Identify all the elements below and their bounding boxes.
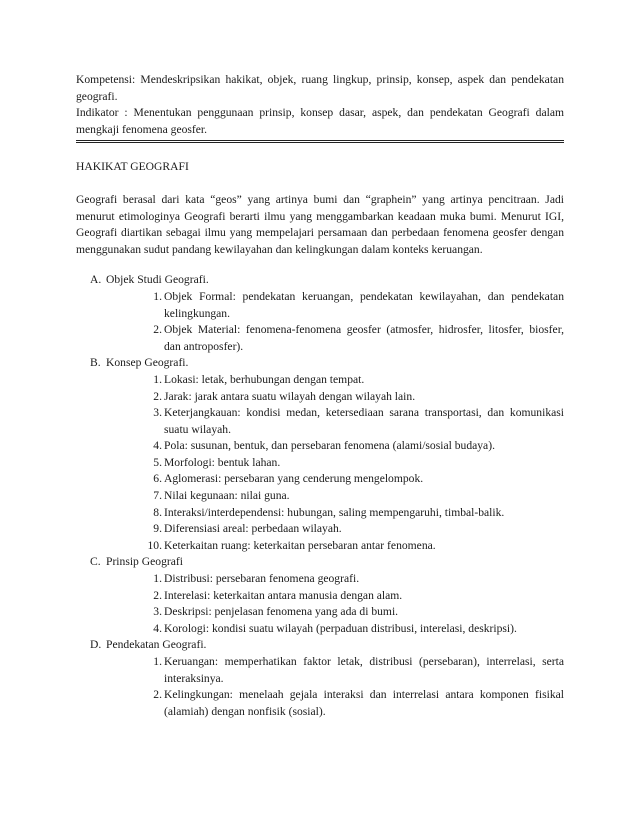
- sub-item: [148, 588, 564, 605]
- section-label: C.: [90, 555, 101, 569]
- sub-item-number: 7.: [153, 489, 162, 503]
- intro-paragraph: Geografi berasal dari kata “geos” yang artinya bumi dan “graphein” yang artinya pencitraan. Jadi menurut etimologinya Geografi berarti ilmu yang menggambarkan keadaan muka bumi. Menurut IGI, Geografi diartikan sebagai ilmu yang mempelajari persamaan dan perbedaan fenomena geosfer dengan menggunakan sudut pandang kewilayahan dan kelingkungan dalam konteks keruangan.: [76, 192, 564, 256]
- document-body: [76, 72, 564, 720]
- kompetensi-text: Kompetensi: Mendeskripsikan hakikat, objek, ruang lingkup, prinsip, konsep, aspek dan pendekatan geografi.: [76, 73, 564, 103]
- indikator-text: Indikator : Menentukan penggunaan prinsip, konsep dasar, aspek, dan pendekatan Geografi dalam mengkaji fenomena geosfer.: [76, 106, 564, 136]
- sub-item: [148, 538, 564, 555]
- sub-item-number: 3.: [153, 406, 162, 420]
- section-title: Konsep Geografi.: [106, 356, 189, 370]
- section-title: Objek Studi Geografi.: [106, 273, 209, 287]
- outline-list: [76, 272, 564, 720]
- sub-item: [148, 621, 564, 638]
- sub-item: [148, 372, 564, 389]
- section-label: A.: [90, 273, 102, 287]
- sub-item-text: Lokasi: letak, berhubungan dengan tempat.: [164, 372, 365, 386]
- sub-item-text: Aglomerasi: persebaran yang cenderung mengelompok.: [164, 472, 424, 486]
- sub-item-number: 1.: [153, 289, 162, 303]
- sub-item-number: 8.: [153, 505, 162, 519]
- sub-item-text: Distribusi: persebaran fenomena geografi.: [164, 572, 360, 586]
- sub-item-text: Kelingkungan: menelaah gejala interaksi dan interrelasi antara komponen fisikal (alamiah) dengan nonfisik (sosial).: [164, 688, 564, 718]
- section-item: [76, 355, 564, 554]
- sub-item-number: 6.: [153, 472, 162, 486]
- sub-item-text: Keruangan: memperhatikan faktor letak, distribusi (persebaran), interrelasi, serta interaksinya.: [164, 655, 564, 685]
- sub-item-number: 2.: [153, 688, 162, 702]
- sub-item: [148, 687, 564, 720]
- sub-item-text: Keterjangkauan: kondisi medan, ketersediaan sarana transportasi, dan komunikasi suatu wilayah.: [164, 406, 564, 436]
- sub-item: [148, 438, 564, 455]
- sub-item: [148, 488, 564, 505]
- sub-item-text: Nilai kegunaan: nilai guna.: [164, 489, 290, 503]
- page-title: HAKIKAT GEOGRAFI: [76, 160, 189, 174]
- sub-item-number: 9.: [153, 522, 162, 536]
- sub-list: [106, 571, 564, 637]
- sub-item-number: 3.: [153, 605, 162, 619]
- sub-item: [148, 604, 564, 621]
- sub-item: [148, 405, 564, 438]
- sub-item-text: Jarak: jarak antara suatu wilayah dengan wilayah lain.: [164, 389, 416, 403]
- sub-item: [148, 521, 564, 538]
- section-item: [76, 272, 564, 355]
- sub-item-text: Interaksi/interdependensi: hubungan, saling mempengaruhi, timbal-balik.: [164, 505, 505, 519]
- sub-item-text: Pola: susunan, bentuk, dan persebaran fenomena (alami/sosial budaya).: [164, 439, 495, 453]
- section-label: D.: [90, 638, 102, 652]
- sub-list: [106, 654, 564, 720]
- sub-item-text: Objek Formal: pendekatan keruangan, pendekatan kewilayahan, dan pendekatan kelingkungan.: [164, 289, 564, 320]
- sub-list: [106, 372, 564, 555]
- sub-item-text: Deskripsi: penjelasan fenomena yang ada di bumi.: [164, 605, 399, 619]
- sub-item-number: 1.: [153, 572, 162, 586]
- sub-item-text: Interelasi: keterkaitan antara manusia dengan alam.: [164, 588, 403, 602]
- sub-item: [148, 571, 564, 588]
- sub-item-text: Diferensiasi areal: perbedaan wilayah.: [164, 522, 342, 536]
- sub-item: [148, 289, 564, 322]
- sub-item: [148, 654, 564, 687]
- sub-item: [148, 389, 564, 406]
- sub-item: [148, 455, 564, 472]
- sub-item: [148, 505, 564, 522]
- sub-item-number: 2.: [153, 389, 162, 403]
- competency-header: [76, 72, 564, 143]
- sub-item: [148, 471, 564, 488]
- sub-item: [148, 322, 564, 355]
- sub-item-number: 4.: [153, 621, 162, 635]
- section-title: Pendekatan Geografi.: [106, 638, 207, 652]
- section-item: [76, 554, 564, 637]
- sub-item-text: Objek Material: fenomena-fenomena geosfer (atmosfer, hidrosfer, litosfer, biosfer, dan antroposfer).: [164, 323, 564, 353]
- sub-list: [106, 289, 564, 355]
- section-item: [76, 637, 564, 720]
- header-divider: [76, 140, 564, 143]
- sub-item-number: 1.: [153, 372, 162, 386]
- section-title: Prinsip Geografi: [106, 555, 183, 569]
- sub-item-number: 10.: [147, 538, 162, 552]
- sub-item-number: 5.: [153, 455, 162, 469]
- sub-item-number: 2.: [153, 323, 162, 337]
- section-label: B.: [90, 356, 101, 370]
- sub-item-text: Korologi: kondisi suatu wilayah (perpaduan distribusi, interelasi, deskripsi).: [164, 621, 517, 635]
- sub-item-number: 2.: [153, 588, 162, 602]
- sub-item-number: 1.: [153, 655, 162, 668]
- sub-item-text: Keterkaitan ruang: keterkaitan persebaran antar fenomena.: [164, 538, 436, 552]
- sub-item-number: 4.: [153, 439, 162, 453]
- sub-item-text: Morfologi: bentuk lahan.: [164, 455, 281, 469]
